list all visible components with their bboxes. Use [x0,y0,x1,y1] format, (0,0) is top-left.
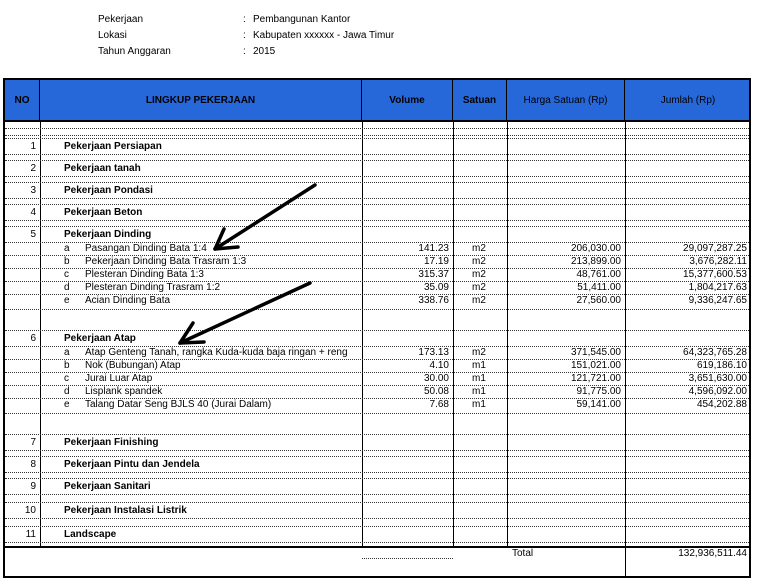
item-amount: 64,323,765.28 [683,347,747,358]
total-label: Total [512,548,534,559]
arrow-to-pasangan-dinding [215,185,315,249]
item-volume: 338.76 [418,295,449,306]
item-name: Plesteran Dinding Bata 1:3 [85,269,204,280]
section-title: Pekerjaan tanah [64,163,141,174]
item-letter: b [64,360,70,371]
item-volume: 173.13 [418,347,449,358]
item-amount: 3,676,282.11 [689,256,747,267]
project-value: 2015 [253,46,276,57]
header-amount: Jumlah (Rp) [660,94,716,106]
item-price: 121,721.00 [570,373,621,384]
item-price: 371,545.00 [570,347,621,358]
section-number: 1 [30,141,36,152]
section-number: 2 [30,163,36,174]
section-title: Pekerjaan Persiapan [64,141,162,152]
item-letter: d [64,386,70,397]
item-name: Jurai Luar Atap [85,373,153,384]
section-number: 9 [30,481,36,492]
item-price: 213,899.00 [570,256,621,267]
item-volume: 17.19 [423,256,449,267]
item-amount: 4,596,092.00 [688,386,747,397]
item-unit: m2 [472,282,486,293]
item-price: 91,775.00 [576,386,621,397]
section-title: Pekerjaan Pintu dan Jendela [64,459,200,470]
item-unit: m2 [472,295,486,306]
item-amount: 9,336,247.65 [688,295,747,306]
item-name: Acian Dinding Bata [85,295,171,306]
section-number: 10 [24,505,36,516]
header-price: Harga Satuan (Rp) [507,80,625,120]
item-volume: 4.10 [429,360,449,371]
item-amount: 619,186.10 [696,360,747,371]
item-letter: a [64,347,70,358]
item-volume: 7.68 [429,399,449,410]
item-price: 51,411.00 [577,282,621,293]
section-title: Pekerjaan Instalasi Listrik [64,505,187,516]
item-name: Nok (Bubungan) Atap [85,360,181,371]
section-title: Pekerjaan Beton [64,207,143,218]
item-letter: b [64,256,70,267]
colon: : [243,14,246,25]
project-label: Lokasi [98,30,127,41]
section-number: 6 [30,333,36,344]
section-title: Pekerjaan Dinding [64,229,152,240]
section-title: Pekerjaan Finishing [64,437,159,448]
section-title: Pekerjaan Pondasi [64,185,153,196]
item-amount: 15,377,600.53 [683,269,747,280]
item-unit: m2 [472,256,486,267]
colon: : [243,46,246,57]
item-letter: c [64,373,69,384]
item-volume: 50.08 [423,386,449,397]
item-unit: m2 [472,347,486,358]
item-name: Pasangan Dinding Bata 1:4 [85,243,207,254]
item-letter: e [64,399,70,410]
item-name: Pekerjaan Dinding Bata Trasram 1:3 [85,256,247,267]
item-amount: 3,651,630.00 [688,373,747,384]
item-price: 27,560.00 [576,295,621,306]
section-title: Pekerjaan Atap [64,333,136,344]
item-letter: a [64,243,70,254]
item-volume: 30.00 [423,373,449,384]
section-title: Landscape [64,529,117,540]
project-label: Pekerjaan [98,14,144,25]
item-amount: 454,202.88 [696,399,747,410]
item-unit: m2 [472,243,486,254]
item-amount: 1,804,217.63 [688,282,747,293]
item-price: 59,141.00 [576,399,621,410]
item-name: Talang Datar Seng BJLS 40 (Jurai Dalam) [85,399,272,410]
project-value: Pembangunan Kantor [253,14,351,25]
item-unit: m1 [472,360,486,371]
item-price: 48,761.00 [576,269,621,280]
item-letter: e [64,295,70,306]
section-number: 4 [30,207,36,218]
item-name: Atap Genteng Tanah, rangka Kuda-kuda baja ringan + reng [85,347,348,358]
header-scope: LINGKUP PEKERJAAN [40,80,362,120]
header-unit: Satuan [453,80,507,120]
section-title: Pekerjaan Sanitari [64,481,151,492]
item-amount: 29,097,287.25 [683,243,747,254]
colon: : [243,30,246,41]
section-number: 7 [30,437,36,448]
item-unit: m1 [472,373,486,384]
header-no: NO [5,80,40,120]
section-number: 8 [30,459,36,470]
item-price: 151,021.00 [570,360,621,371]
item-volume: 141.23 [418,243,449,254]
header-volume: Volume [362,80,453,120]
item-name: Plesteran Dinding Trasram 1:2 [85,282,221,293]
item-unit: m1 [472,399,486,410]
item-volume: 315.37 [418,269,449,280]
section-number: 3 [30,185,36,196]
section-number: 5 [30,229,36,240]
item-letter: d [64,282,70,293]
project-value: Kabupaten xxxxxx - Jawa Timur [253,30,395,41]
item-name: Lisplank spandek [85,386,163,397]
total-value: 132,936,511.44 [678,548,747,559]
arrow-to-atap-genteng [180,283,310,343]
item-price: 206,030.00 [570,243,621,254]
item-letter: c [64,269,69,280]
project-label: Tahun Anggaran [98,46,171,57]
item-unit: m1 [472,386,486,397]
item-unit: m2 [472,269,486,280]
section-number: 11 [25,529,36,540]
item-volume: 35.09 [423,282,449,293]
